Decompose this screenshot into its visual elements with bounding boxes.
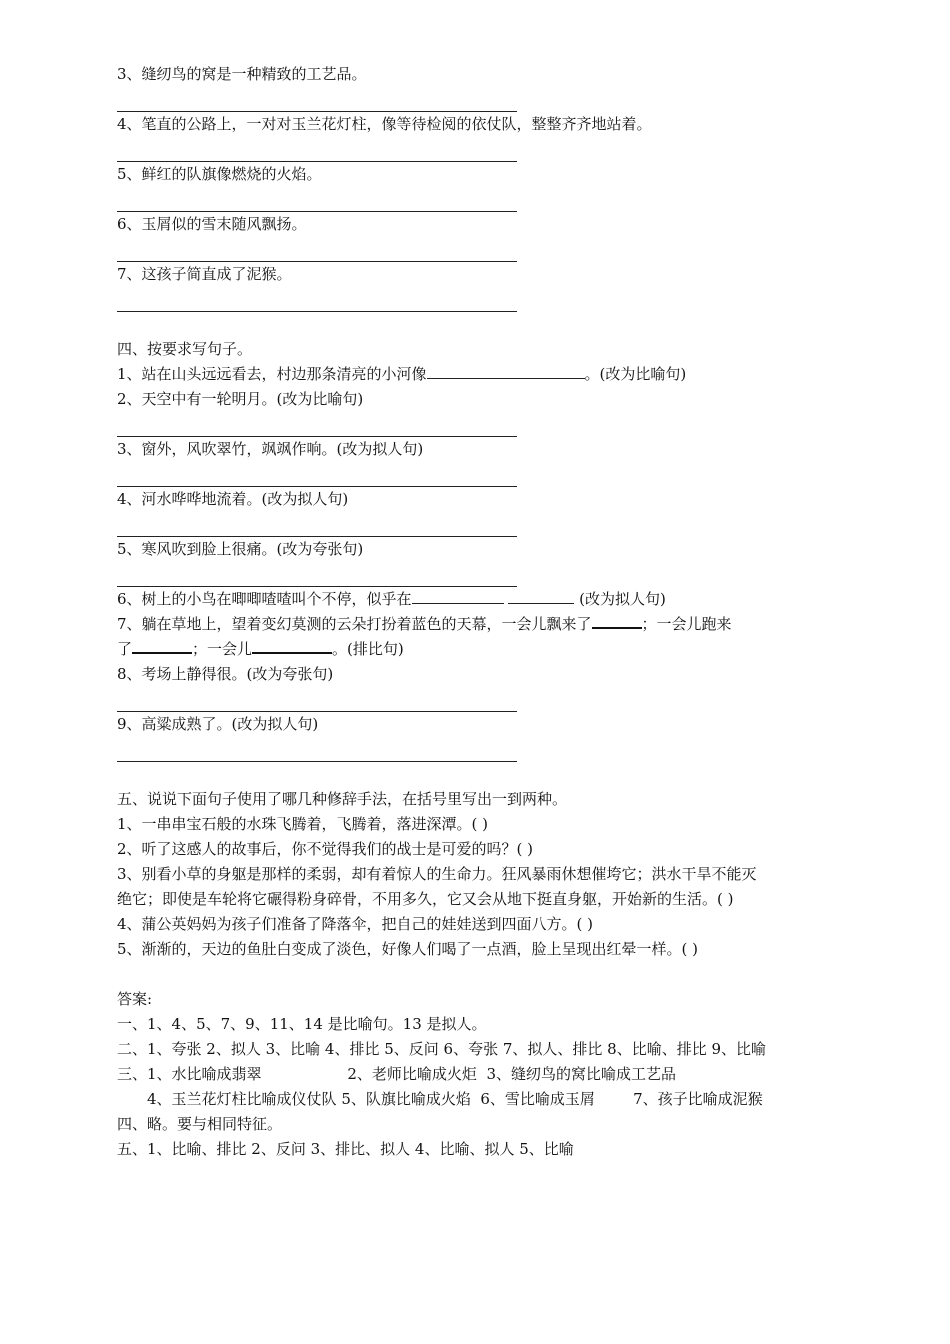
part4-q8: 8、考场上静得很。(改为夸张句) (117, 665, 334, 683)
part4-q7-line1: 7、躺在草地上，望着变幻莫测的云朵打扮着蓝色的天幕，一会儿飘来了 ；一会儿跑来 (117, 612, 827, 637)
part4-q2: 2、天空中有一轮明月。(改为比喻句) (117, 390, 364, 408)
answer-line[interactable] (117, 237, 517, 262)
part4-title: 四、按要求写句子。 (117, 340, 253, 358)
fill-blank[interactable] (427, 363, 585, 379)
answer-line[interactable] (117, 462, 517, 487)
answer-line[interactable] (117, 512, 517, 537)
part5-q4: 4、蒲公英妈妈为孩子们准备了降落伞，把自己的娃娃送到四面八方。( ) (117, 915, 594, 933)
part5-q3-line1: 3、别看小草的身躯是那样的柔弱，却有着惊人的生命力。狂风暴雨休想催垮它；洪水干旱不能灭 (117, 865, 757, 883)
fill-blank[interactable] (508, 588, 574, 604)
answer-part2: 二、1、夸张 2、拟人 3、比喻 4、排比 5、反问 6、夸张 7、拟人、排比 8、比喻、排比 9、比喻 (117, 1040, 767, 1058)
part5-q3-line2: 绝它；即使是车轮将它碾得粉身碎骨，不用多久，它又会从地下挺直身躯，开始新的生活。( ) (117, 890, 734, 908)
part5-q1: 1、一串串宝石般的水珠飞腾着，飞腾着，落进深潭。( ) (117, 815, 489, 833)
fill-blank[interactable] (592, 612, 642, 629)
answer-line[interactable] (117, 737, 517, 762)
answer-line[interactable] (117, 187, 517, 212)
answer-part1: 一、1、4、5、7、9、11、14 是比喻句。13 是拟人。 (117, 1015, 487, 1033)
answer-line[interactable] (117, 562, 517, 587)
part3-q4: 4、笔直的公路上，一对对玉兰花灯柱，像等待检阅的依仗队，整整齐齐地站着。 (117, 115, 652, 133)
part3-q6: 6、玉屑似的雪末随风飘扬。 (117, 215, 307, 233)
part3-q3: 3、缝纫鸟的窝是一种精致的工艺品。 (117, 65, 367, 83)
answer-part5: 五、1、比喻、排比 2、反问 3、排比、拟人 4、比喻、拟人 5、比喻 (117, 1140, 574, 1158)
answers-title: 答案: (117, 990, 153, 1008)
answer-part4: 四、略。要与相同特征。 (117, 1115, 283, 1133)
fill-blank[interactable] (412, 588, 504, 604)
part4-q6: 6、树上的小鸟在唧唧喳喳叫个不停，似乎在 (改为拟人句) (117, 590, 666, 608)
answer-line[interactable] (117, 687, 517, 712)
part5-q5: 5、渐渐的，天边的鱼肚白变成了淡色，好像人们喝了一点酒，脸上呈现出红晕一样。( ) (117, 940, 699, 958)
part4-q9: 9、高粱成熟了。(改为拟人句) (117, 715, 319, 733)
part3-q5: 5、鲜红的队旗像燃烧的火焰。 (117, 165, 322, 183)
part3-q7: 7、这孩子简直成了泥猴。 (117, 265, 292, 283)
part4-q4: 4、河水哗哗地流着。(改为拟人句) (117, 490, 349, 508)
part5-title: 五、说说下面句子使用了哪几种修辞手法，在括号里写出一到两种。 (117, 790, 568, 808)
answer-line[interactable] (117, 137, 517, 162)
part4-q7-line2: 了 ；一会儿 。(排比句) (117, 637, 827, 662)
fill-blank[interactable] (132, 637, 192, 654)
answer-line[interactable] (117, 287, 517, 312)
answer-part3-line2: 4、玉兰花灯柱比喻成仪仗队 5、队旗比喻成火焰 6、雪比喻成玉屑 7、孩子比喻成泥猴 (147, 1090, 763, 1108)
part4-q3: 3、窗外，风吹翠竹，飒飒作响。(改为拟人句) (117, 440, 424, 458)
part4-q1: 1、站在山头远远看去，村边那条清亮的小河像 。(改为比喻句) (117, 365, 687, 383)
fill-blank[interactable] (252, 637, 332, 654)
part4-q5: 5、寒风吹到脸上很痛。(改为夸张句) (117, 540, 364, 558)
answer-part3-line1: 三、1、水比喻成翡翠 2、老师比喻成火炬 3、缝纫鸟的窝比喻成工艺品 (117, 1065, 676, 1083)
answer-line[interactable] (117, 412, 517, 437)
part5-q2: 2、听了这感人的故事后，你不觉得我们的战士是可爱的吗？( ) (117, 840, 534, 858)
worksheet-page (117, 62, 827, 1162)
answer-line[interactable] (117, 87, 517, 112)
